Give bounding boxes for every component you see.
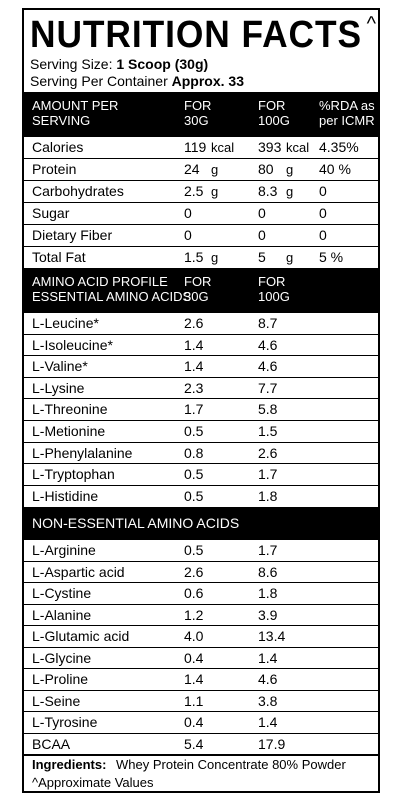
table-row: [24, 561, 378, 583]
nonessential-header: [24, 507, 378, 539]
value-100g: 5.8: [258, 401, 278, 418]
rda-value: 0: [319, 183, 327, 199]
amino-name: L-Proline: [32, 671, 89, 687]
value-100g: 1.8: [258, 585, 278, 601]
amino-name: BCAA: [32, 735, 71, 752]
unit-30g: g: [211, 250, 219, 265]
ingredients: [24, 754, 378, 774]
ingredients-label: Ingredients:: [32, 757, 107, 772]
value-30g: 0.5: [184, 423, 204, 439]
table-row: [24, 690, 378, 712]
value-100g: 4.6: [258, 336, 278, 353]
table-row: [24, 539, 378, 561]
value-30g: 1.2: [184, 606, 204, 623]
amino-name: L-Aspartic acid: [32, 563, 125, 580]
value-30g: 0.5: [184, 466, 204, 483]
servings-per-container: [30, 73, 244, 90]
value-100g: 5: [258, 249, 266, 265]
value-100g: 8.6: [258, 563, 278, 580]
value-30g: 0: [184, 205, 192, 221]
rda-value: 40 %: [319, 161, 351, 177]
header-rda: %RDA as per ICMR: [319, 98, 375, 128]
servings-label: Serving Per Container: [30, 73, 168, 89]
nutrient-name: Dietary Fiber: [32, 227, 113, 243]
table-row: [24, 733, 378, 755]
header-amount: AMOUNT PER SERVING: [32, 98, 119, 128]
value-30g: 0.6: [184, 585, 204, 601]
value-100g: 13.4: [258, 628, 286, 644]
value-100g: 2.6: [258, 444, 278, 461]
value-100g: 0: [258, 205, 266, 221]
label-title: NUTRITION FACTS: [30, 14, 362, 56]
value-30g: 0.8: [184, 444, 204, 461]
title-approx-mark: ^: [366, 13, 376, 35]
ingredients-value: Whey Protein Concentrate 80% Powder: [116, 757, 346, 772]
table-row: [24, 442, 378, 464]
table-row: [24, 647, 378, 669]
value-30g: 4.0: [184, 628, 204, 644]
table-row: [24, 202, 378, 224]
value-100g: 393: [258, 139, 282, 155]
value-100g: 8.7: [258, 315, 278, 331]
nutrient-name: Total Fat: [32, 249, 86, 265]
amino-header-title: AMINO ACID PROFILE ESSENTIAL AMINO ACIDS: [32, 274, 192, 304]
value-30g: 0.5: [184, 487, 204, 504]
table-row: [24, 668, 378, 690]
unit-30g: g: [211, 162, 219, 177]
amino-name: L-Histidine: [32, 487, 99, 504]
table-row: [24, 463, 378, 485]
serving-size-value: 1 Scoop (30g): [116, 56, 209, 72]
value-30g: 0.5: [184, 542, 204, 558]
header-for-30g: FOR 30G: [184, 98, 212, 128]
amino-name: L-Valine*: [32, 358, 88, 375]
table-row: [24, 398, 378, 420]
table-row: [24, 246, 378, 268]
header-for-100g: FOR 100G: [258, 98, 290, 128]
amino-name: L-Alanine: [32, 606, 92, 623]
serving-size: [30, 56, 208, 73]
unit-100g: g: [286, 184, 294, 199]
nutrient-name: Protein: [32, 161, 77, 177]
table-row: [24, 711, 378, 733]
table-row: [24, 355, 378, 377]
table-row: [24, 312, 378, 334]
value-100g: 1.4: [258, 714, 278, 730]
amino-header-for-30g: FOR 30G: [184, 274, 212, 304]
amino-name: L-Cystine: [32, 585, 92, 601]
amino-name: L-Tryptophan: [32, 466, 115, 483]
value-100g: 1.5: [258, 423, 278, 439]
amino-name: L-Seine: [32, 692, 81, 709]
nutrition-header: [24, 92, 378, 136]
value-30g: 1.7: [184, 401, 204, 418]
table-row: [24, 377, 378, 399]
amino-name: L-Glycine: [32, 649, 92, 666]
unit-30g: g: [211, 184, 219, 199]
value-100g: 1.8: [258, 487, 278, 504]
value-30g: 1.4: [184, 358, 204, 375]
value-100g: 3.9: [258, 606, 278, 623]
value-30g: 0: [184, 227, 192, 243]
unit-100g: g: [286, 250, 294, 265]
value-30g: 2.6: [184, 315, 204, 331]
value-100g: 80: [258, 161, 274, 177]
unit-30g: kcal: [211, 140, 235, 155]
value-30g: 2.5: [184, 183, 204, 199]
rda-value: 5 %: [319, 249, 344, 265]
nutrient-name: Carbohydrates: [32, 183, 124, 199]
value-100g: 4.6: [258, 358, 278, 375]
amino-name: L-Leucine*: [32, 315, 99, 331]
amino-name: L-Threonine: [32, 401, 108, 418]
amino-header-for-100g: FOR 100G: [258, 274, 290, 304]
nonessential-title: NON-ESSENTIAL AMINO ACIDS: [32, 515, 240, 531]
table-row: [24, 158, 378, 180]
value-100g: 1.7: [258, 542, 278, 558]
table-row: [24, 420, 378, 442]
value-100g: 8.3: [258, 183, 278, 199]
amino-name: L-Phenylalanine: [32, 444, 133, 461]
nutrition-facts-label: [22, 8, 380, 793]
rda-value: 0: [319, 205, 327, 221]
value-30g: 1.4: [184, 336, 204, 353]
table-row: [24, 334, 378, 356]
value-30g: 5.4: [184, 735, 204, 752]
amino-name: L-Metionine: [32, 423, 106, 439]
amino-name: L-Isoleucine*: [32, 336, 113, 353]
value-30g: 1.5: [184, 249, 204, 265]
table-row: [24, 625, 378, 647]
serving-size-label: Serving Size:: [30, 56, 113, 72]
value-30g: 2.6: [184, 563, 204, 580]
nutrient-name: Calories: [32, 139, 84, 155]
unit-100g: g: [286, 162, 294, 177]
unit-100g: kcal: [286, 140, 310, 155]
servings-value: Approx. 33: [171, 73, 244, 89]
footnote: ^Approximate Values: [32, 775, 154, 790]
table-row: [24, 582, 378, 604]
amino-name: L-Glutamic acid: [32, 628, 130, 644]
value-30g: 0.4: [184, 649, 204, 666]
value-30g: 24: [184, 161, 200, 177]
amino-name: L-Lysine: [32, 379, 85, 396]
rda-value: 4.35%: [319, 139, 359, 155]
value-30g: 0.4: [184, 714, 204, 730]
value-30g: 1.4: [184, 671, 204, 687]
amino-name: L-Arginine: [32, 542, 96, 558]
value-30g: 119: [184, 139, 207, 155]
value-100g: 0: [258, 227, 266, 243]
nutrient-name: Sugar: [32, 205, 70, 221]
table-row: [24, 136, 378, 158]
rda-value: 0: [319, 227, 327, 243]
value-100g: 1.4: [258, 649, 278, 666]
table-row: [24, 180, 378, 202]
value-30g: 1.1: [184, 692, 204, 709]
title-row: [30, 12, 380, 58]
value-100g: 4.6: [258, 671, 278, 687]
table-row: [24, 485, 378, 507]
table-row: [24, 604, 378, 626]
amino-name: L-Tyrosine: [32, 714, 98, 730]
value-30g: 2.3: [184, 379, 204, 396]
value-100g: 17.9: [258, 735, 286, 752]
value-100g: 1.7: [258, 466, 278, 483]
amino-header: [24, 268, 378, 312]
value-100g: 7.7: [258, 379, 278, 396]
value-100g: 3.8: [258, 692, 278, 709]
table-row: [24, 224, 378, 246]
